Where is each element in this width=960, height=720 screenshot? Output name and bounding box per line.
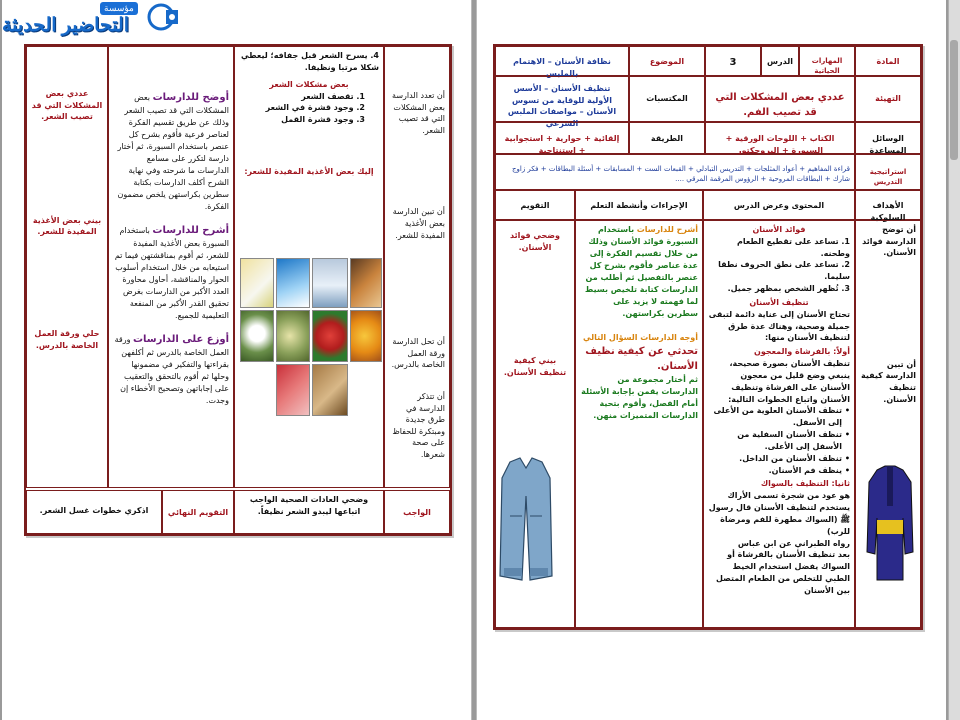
left-eval-3: حلي ورقة العمل الخاصة بالدرس. (34, 328, 100, 350)
cleaning-step-4: • ينظف فم الأسنان. (708, 465, 850, 477)
eval-1: وضحي فوائد الأسنان. (510, 231, 560, 252)
left-objective-3: أن تحل الدارسة ورقة العمل الخاصة بالدرس. (391, 337, 445, 370)
cleaning-steps (708, 405, 850, 476)
topic-label: الموضوع (629, 46, 705, 76)
left-objective-1: أن تعدد الدارسة بعض المشكلات التي قد تصيب الشعر. (392, 91, 445, 135)
eval-2: بيني كيفية تنظيف الأسنان. (503, 356, 567, 377)
left-objective-4: أن تتذكر الدارسة في طرق جديدة ومبتكرة للحفاظ على صحة شعرها. (392, 391, 445, 459)
first-method-text: تنظيف الأسنان بصورة صحيحة، ينبغي وضع قليل من معجون الأسنان على الفرشاة وتنظيف الأسنان واتباع الخطوات التالية: (728, 359, 850, 404)
final-eval-label: التقويم النهائي (162, 490, 234, 534)
food-image-bread (312, 364, 348, 416)
food-image-meat (276, 364, 310, 416)
cleaning-step-2: • تنظف الأسنان السفلية من الأسفل إلى الأعلى. (708, 429, 850, 453)
logo-emblem-icon (146, 2, 180, 32)
strategy-label: استراتيجية التدريس (855, 154, 921, 190)
method-value: إلقائية + حوارية + استجوابية + استنتاجية (495, 122, 629, 154)
food-image-coconut (240, 310, 274, 362)
benefits-title: فوائد الأسنان (752, 225, 806, 234)
left-proc-2-title: أشرح للدارسات (152, 225, 229, 236)
gains-value: تنظيف الأسنان – الأسس الأولية للوقاية من تسوس الأسنان – مواصفات الملبس الشرعي (495, 76, 629, 122)
intro-label: التهيئة (855, 76, 921, 122)
logo (0, 0, 182, 46)
intro-value: عددي بعض المشكلات التي قد تصيب الفم. (705, 76, 855, 122)
homework-label: الواجب (384, 490, 450, 534)
aids-value: الكتاب + اللوحات الورقية + السبورة + البروجكتور (705, 122, 855, 154)
header-content: المحتوى وعرض الدرس (703, 190, 855, 220)
hair-problems-title: بعض مشكلات الشعر (269, 80, 349, 90)
proc-1-text: باستخدام السبورة فوائد الأسنان وذلك من خلال تقسيم الفكرة إلى عدة عناصر فأقوم بشرح كل عنصر بالتفصيل ثم أطلب من الدارسات كتابة تلخيص بسيط لما فهمته لا يزيد على سطرين بكراستهن. (585, 225, 698, 318)
first-method-title: أولاً: بالفرشاة والمعجون (754, 347, 850, 357)
header-procedures: الإجراءات وأنشطة التعلم (575, 190, 703, 220)
benefit-1: 1. تساعد على تقطيع الطعام وطحنه. (736, 236, 850, 258)
subject-value: المهارات الحياتية (799, 46, 855, 76)
food-image-oranges (350, 310, 382, 362)
left-proc-1-title: أوضح للدارسات (152, 92, 229, 103)
header-objectives: الأهداف السلوكية (855, 190, 921, 220)
proc-2-title: أوجه الدارسات السؤال التالي (582, 333, 698, 342)
hair-problem-2: 2. وجود قشرة في الشعر (265, 103, 365, 113)
sweater-image (865, 462, 915, 584)
method-label: الطريقة (629, 122, 705, 154)
left-evaluation-column (26, 46, 108, 488)
food-image-fish (350, 258, 382, 308)
homework-value: وضحي العادات الصحية الواجب اتباعها ليبدو الشعر نظيفاً. (234, 490, 384, 534)
left-eval-2: بيني بعض الأغذية المفيدة للشعر. (32, 215, 102, 237)
header-evaluation: التقويم (495, 190, 575, 220)
logo-name: التحاضير الحديثة (2, 15, 129, 36)
logo-badge: مؤسسة (100, 2, 138, 15)
left-content-item4: 4. يسرح الشعر قبل جفافه؛ ليعطي شكلا مرتبا ونظيفا. (241, 51, 379, 72)
subject-label: المادة (855, 46, 921, 76)
hair-problem-3: 3. وجود قشرة القمل (281, 114, 365, 124)
left-eval-1: عددي بعض المشكلات التي قد تصيب الشعر. (31, 89, 103, 122)
aids-label: الوسائل المساعدة (855, 122, 921, 154)
content-column (703, 220, 855, 628)
evaluation-column (495, 220, 575, 628)
objective-2: أن تبين الدارسة كيفية تنظيف الأسنان. (860, 359, 916, 404)
food-image-vegetables (312, 310, 348, 362)
cleaning-step-3: • تنظف الأسنان من الداخل. (708, 453, 850, 465)
hair-foods-title: إليك بعض الأغذية المفيدة للشعر: (244, 166, 374, 176)
food-image-water (312, 258, 348, 308)
left-proc-2-text: باستخدام السبورة بعض الأغذية المفيدة للشعر، ثم أقوم بمناقشتهن فيما تم استيعابه من خلال استخدام أسلوب الحوار والمناقشة، أحاول محاورة العدد الأكبر من الدارسات بغرض تحقيق القدر الأكبر من المنفعة التعليمية للجميع. (114, 226, 229, 320)
proc-1-title: أشرح للدارسات (636, 225, 698, 234)
benefit-3: 3. تُظهر الشخص بمظهر جميل. (727, 284, 850, 294)
scrollbar-thumb[interactable] (950, 40, 958, 160)
proc-2-text: ثم أختار مجموعة من الدارسات يقمن بإجابة الأسئلة أمام الفصل، وأقوم بتحية الدارسات المتميزات منهن. (581, 375, 698, 420)
cleaning-title: تنظيف الأسنان (749, 297, 809, 307)
topic-value: نظافة الأسنان – الاهتمام بالملبس (495, 46, 629, 76)
objective-1: أن توضح الدارسة فوائد الأسنان. (862, 225, 916, 258)
right-page (476, 0, 946, 720)
procedures-column (575, 220, 703, 628)
second-method-title: ثانيا: التنظيف بالسواك (760, 479, 850, 489)
left-page (2, 0, 472, 720)
second-method-text: هو عود من شجرة تسمى الأراك يستخدم لتنظيف الأسنان قال رسول ﷺ (السواك مطهرة للفم ومرضاة للرب) (708, 491, 850, 536)
food-image-eggs (240, 258, 274, 308)
final-eval-value: اذكري خطوات غسل الشعر. (26, 490, 162, 534)
left-proc-3-title: أوزع على الدارسات (132, 334, 229, 345)
left-proc-3-text: ورقة العمل الخاصة بالدرس ثم أكلفهن بقراءتها والتفكير في مضمونها وحلها ثم أقوم بالتحقق والتعقيب على إجاباتهن وتصحيح الأخطاء إن وجدت. (114, 335, 229, 405)
cleaning-intro: تحتاج الأسنان إلى عناية دائمة لتبقى جميلة وصحية، وهناك عدة طرق لتنظيف الأسنان منها: (708, 309, 850, 343)
gains-label: المكتسبات (629, 76, 705, 122)
proc-2-question-prefix: تحدثي عن كيفية (617, 346, 698, 357)
food-image-nuts (276, 310, 310, 362)
strategy-value: قراءة المفاهيم + أعواد المثلجات + التدريس التبادلي + القبعات الست + المسابقات + أسئلة البطاقات + فكر زاوج شارك + البطاقات المروحية + الرؤوس المرقمة المرقي .... (495, 154, 855, 190)
left-objective-2: أن تبين الدارسة بعض الأغذية المفيدة للشعر. (392, 207, 445, 240)
left-proc-1-text: بعض المشكلات التي قد تصيب الشعر وذلك عن طريق تقسيم الفكرة لعناصر فرعية فأقوم بشرح كل عنصر باستخدام السبورة، ثم أختار دارسة لتكرر على مسامع الدارسات ما شرحته وفي نهاية الشرح أكلف الدارسات بكتابة سطرين بكراستهن يلخص مضمون الفكرة. (117, 93, 229, 211)
food-image-milk (276, 258, 310, 308)
hair-problem-1: 1. تقصف الشعر (301, 91, 365, 101)
floss-text: بعد تنظيف الأسنان بالفرشاة أو السواك يفضل استخدام الخيط الطبي للتخلص من الطعام المتصل بين الأسنان (716, 550, 850, 595)
left-procedures-column (108, 46, 234, 488)
benefit-2: 2. تساعد على نطق الحروف نطقا سليما. (718, 260, 850, 282)
left-objectives-column (384, 46, 450, 488)
lesson-value: 3 (705, 46, 761, 76)
lesson-label: الدرس (761, 46, 799, 76)
proc-2-question: نظيف الأسنان. (585, 346, 698, 372)
hadith-narrator: رواه الطبراني عن ابن عباس (737, 538, 850, 548)
cleaning-step-1: • تنظف الأسنان العلوية من الأعلى إلى الأسفل. (708, 405, 850, 429)
